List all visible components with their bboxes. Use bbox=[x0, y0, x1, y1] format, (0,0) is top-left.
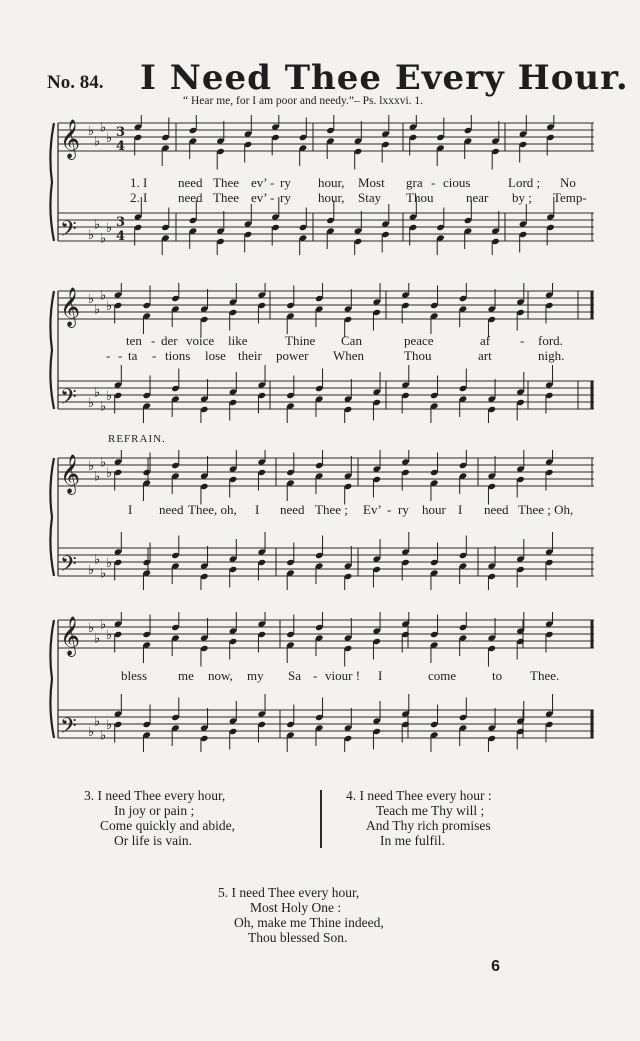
lyric-word: af bbox=[480, 333, 491, 348]
lyric-word: I bbox=[378, 668, 383, 683]
lyric-word: Thou bbox=[404, 348, 432, 363]
lyric-word: Sa bbox=[288, 668, 301, 683]
lyric-word: Stay bbox=[358, 190, 382, 205]
lyric-word: Thee ; Oh, bbox=[518, 502, 574, 517]
music-system-3 bbox=[48, 450, 594, 590]
flat-sign: ♭ bbox=[100, 231, 107, 247]
lyric-word: ry bbox=[280, 175, 291, 190]
verse-line: Teach me Thy will ; bbox=[376, 803, 485, 818]
lyric-word: der bbox=[161, 333, 178, 348]
lyric-word: hour, bbox=[318, 190, 345, 205]
lyric-word: ry bbox=[280, 190, 291, 205]
lyric-word: cious bbox=[443, 175, 471, 190]
flat-sign: ♭ bbox=[94, 134, 101, 150]
bass-clef: 𝄢 bbox=[60, 552, 77, 582]
lyric-word: ev’ bbox=[251, 190, 268, 205]
lyric-word: I bbox=[255, 502, 260, 517]
lyric-word: Thee, oh, bbox=[188, 502, 237, 517]
lyric-word: nigh. bbox=[538, 348, 565, 363]
lyric-word: Thine bbox=[285, 333, 316, 348]
bass-clef: 𝄢 bbox=[60, 714, 77, 744]
treble-clef: 𝄞 bbox=[60, 119, 81, 159]
music-system-2 bbox=[48, 283, 594, 423]
verse-3 bbox=[84, 788, 235, 848]
lyric-word: Thou bbox=[406, 190, 434, 205]
flat-sign: ♭ bbox=[88, 459, 95, 474]
time-signature-denominator: 4 bbox=[116, 139, 126, 154]
lyric-word: No bbox=[560, 175, 576, 190]
lyric-word: - bbox=[313, 668, 318, 683]
flat-sign: ♭ bbox=[88, 124, 95, 139]
flat-sign: ♭ bbox=[100, 566, 107, 582]
verse-line: Most Holy One : bbox=[250, 900, 342, 915]
flat-sign: ♭ bbox=[106, 718, 113, 733]
bass-clef: 𝄢 bbox=[60, 217, 77, 247]
time-signature-numerator: 3 bbox=[116, 215, 126, 230]
lyric-word: ry bbox=[398, 502, 409, 517]
system-brace bbox=[50, 123, 54, 241]
lyric-word: power bbox=[276, 348, 309, 363]
flat-sign: ♭ bbox=[94, 217, 101, 233]
verse-line: 3. I need Thee every hour, bbox=[84, 788, 226, 803]
hymn-epigraph: “ Hear me, for I am poor and needy.”– Ps. lxxxvi. 1. bbox=[183, 95, 424, 107]
refrain-label: REFRAIN. bbox=[108, 433, 166, 445]
verse-line: In joy or pain ; bbox=[114, 803, 195, 818]
hymn-title: I Need Thee Every Hour. bbox=[140, 58, 629, 98]
flat-sign: ♭ bbox=[106, 466, 113, 481]
verse-line: In me fulfil. bbox=[380, 833, 445, 848]
lyric-word: need bbox=[484, 502, 509, 517]
flat-sign: ♭ bbox=[106, 556, 113, 571]
lyric-word: now, bbox=[208, 668, 233, 683]
lyric-word: need bbox=[159, 502, 184, 517]
lyric-word: Thee bbox=[213, 175, 239, 190]
flat-sign: ♭ bbox=[94, 302, 101, 318]
verse-line: Or life is vain. bbox=[114, 833, 192, 848]
lyric-word: hour bbox=[422, 502, 446, 517]
lyric-word: Temp- bbox=[553, 190, 587, 205]
flat-sign: ♭ bbox=[100, 728, 107, 744]
verse-divider bbox=[320, 790, 322, 848]
lyric-word: Lord ; bbox=[508, 175, 541, 190]
treble-clef: 𝄞 bbox=[60, 454, 81, 494]
lyric-word: viour ! bbox=[325, 668, 361, 683]
flat-sign: ♭ bbox=[88, 621, 95, 636]
verse-5 bbox=[218, 885, 384, 945]
lyric-word: I bbox=[128, 502, 133, 517]
lyric-word: I bbox=[458, 502, 463, 517]
flat-sign: ♭ bbox=[106, 131, 113, 146]
lyric-word: gra bbox=[406, 175, 423, 190]
flat-sign: ♭ bbox=[94, 631, 101, 647]
lyric-word: Thee. bbox=[530, 668, 560, 683]
lyric-word: come bbox=[428, 668, 457, 683]
treble-clef: 𝄞 bbox=[60, 616, 81, 656]
flat-sign: ♭ bbox=[94, 469, 101, 485]
lyric-word: bless bbox=[121, 668, 147, 683]
lyric-word: hour, bbox=[318, 175, 345, 190]
lyric-word: - bbox=[106, 348, 111, 363]
music-system-1 bbox=[48, 115, 594, 255]
lyric-word: need bbox=[178, 190, 203, 205]
flat-sign: ♭ bbox=[100, 455, 107, 471]
system-brace bbox=[50, 458, 54, 576]
flat-sign: ♭ bbox=[88, 292, 95, 307]
lyric-word: lose bbox=[205, 348, 226, 363]
lyric-word: tions bbox=[165, 348, 191, 363]
hymn-number: No. 84. bbox=[47, 72, 104, 93]
lyric-word: by ; bbox=[512, 190, 532, 205]
lyric-word: Thee bbox=[213, 190, 239, 205]
lyric-word: my bbox=[247, 668, 264, 683]
flat-sign: ♭ bbox=[106, 389, 113, 404]
lyric-word: Ev’ bbox=[363, 502, 382, 517]
lyric-word: - bbox=[151, 333, 156, 348]
lyric-word: - bbox=[270, 190, 275, 205]
lyric-word: Most bbox=[358, 175, 385, 190]
verse-line: Come quickly and abide, bbox=[100, 818, 235, 833]
music-system-4 bbox=[48, 612, 594, 752]
flat-sign: ♭ bbox=[106, 221, 113, 236]
flat-sign: ♭ bbox=[88, 725, 95, 740]
lyric-word: to bbox=[492, 668, 503, 683]
lyric-word: 1. I bbox=[130, 175, 148, 190]
lyric-word: - bbox=[520, 333, 525, 348]
flat-sign: ♭ bbox=[88, 396, 95, 411]
lyric-word: like bbox=[228, 333, 248, 348]
lyric-word: voice bbox=[186, 333, 215, 348]
flat-sign: ♭ bbox=[88, 563, 95, 578]
flat-sign: ♭ bbox=[100, 617, 107, 633]
lyric-word: ford. bbox=[538, 333, 563, 348]
flat-sign: ♭ bbox=[88, 228, 95, 243]
treble-clef: 𝄞 bbox=[60, 287, 81, 327]
lyric-word: their bbox=[238, 348, 262, 363]
lyric-word: me bbox=[178, 668, 194, 683]
lyric-word: - bbox=[118, 348, 123, 363]
lyric-word: Thee ; bbox=[315, 502, 348, 517]
flat-sign: ♭ bbox=[106, 628, 113, 643]
lyric-word: ev’ bbox=[251, 175, 268, 190]
lyric-word: near bbox=[466, 190, 489, 205]
verse-line: Thou blessed Son. bbox=[248, 930, 348, 945]
lyric-word: ten bbox=[126, 333, 142, 348]
lyric-word: need bbox=[178, 175, 203, 190]
time-signature-numerator: 3 bbox=[116, 125, 126, 140]
verse-line: Oh, make me Thine indeed, bbox=[234, 915, 384, 930]
flat-sign: ♭ bbox=[106, 299, 113, 314]
flat-sign: ♭ bbox=[94, 385, 101, 401]
staff-notation bbox=[48, 450, 594, 590]
system-brace bbox=[50, 620, 54, 738]
flat-sign: ♭ bbox=[94, 552, 101, 568]
page-number: 6 bbox=[491, 958, 500, 975]
verse-line: And Thy rich promises bbox=[366, 818, 491, 833]
lyric-word: art bbox=[478, 348, 492, 363]
system-brace bbox=[50, 291, 54, 409]
flat-sign: ♭ bbox=[100, 288, 107, 304]
lyric-word: 2. I bbox=[130, 190, 148, 205]
lyric-word: peace bbox=[404, 333, 434, 348]
flat-sign: ♭ bbox=[94, 714, 101, 730]
lyric-word: - bbox=[152, 348, 157, 363]
verse-line: 4. I need Thee every hour : bbox=[346, 788, 492, 803]
lyric-word: Can bbox=[341, 333, 362, 348]
lyric-word: When bbox=[333, 348, 365, 363]
time-signature-denominator: 4 bbox=[116, 229, 126, 244]
lyric-word: need bbox=[280, 502, 305, 517]
lyric-word: ta bbox=[128, 348, 138, 363]
lyric-word: - bbox=[270, 175, 275, 190]
flat-sign: ♭ bbox=[100, 399, 107, 415]
verse-4 bbox=[346, 788, 492, 848]
lyric-word: - bbox=[387, 502, 392, 517]
verse-line: 5. I need Thee every hour, bbox=[218, 885, 360, 900]
lyric-word: - bbox=[431, 175, 436, 190]
flat-sign: ♭ bbox=[100, 120, 107, 136]
bass-clef: 𝄢 bbox=[60, 385, 77, 415]
